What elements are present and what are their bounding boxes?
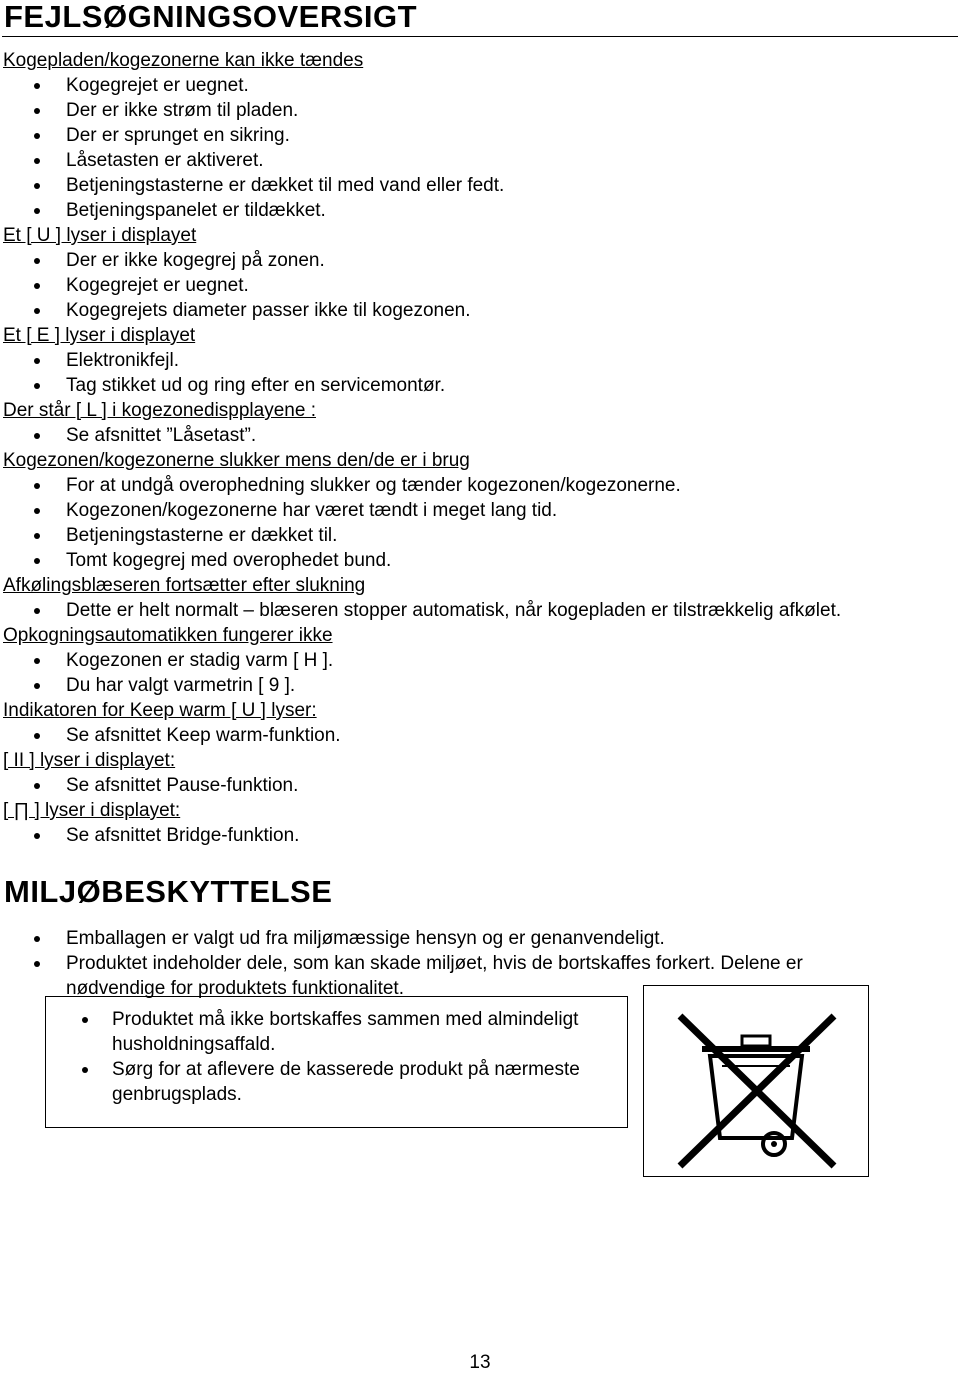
- list-item: Betjeningspanelet er tildækket.: [0, 198, 960, 223]
- list-item: Betjeningstasterne er dækket til.: [0, 523, 960, 548]
- environment-item: Emballagen er valgt ud fra miljømæssige hensyn og er genanvendeligt.: [0, 926, 896, 951]
- list-item: Kogezonen er stadig varm [ H ].: [0, 648, 960, 673]
- list-item: Kogegrejet er uegnet.: [0, 73, 960, 98]
- page-title: FEJLSØGNINGSOVERSIGT: [4, 0, 418, 34]
- section-heading: Afkølingsblæseren fortsætter efter slukning: [3, 575, 366, 596]
- section-heading: Kogepladen/kogezonerne kan ikke tændes: [3, 50, 364, 71]
- section-heading: Kogezonen/kogezonerne slukker mens den/de er i brug: [3, 450, 470, 471]
- section-heading: Et [ E ] lyser i displayet: [3, 325, 196, 346]
- list-item: Se afsnittet Keep warm-funktion.: [0, 723, 960, 748]
- section-heading: Der står [ L ] i kogezonedispplayene :: [3, 400, 316, 421]
- list-item: For at undgå overophedning slukker og tænder kogezonen/kogezonerne.: [0, 473, 960, 498]
- section-heading: Opkogningsautomatikken fungerer ikke: [3, 625, 333, 646]
- page-number: 13: [469, 1352, 491, 1373]
- list-item: Se afsnittet Bridge-funktion.: [0, 823, 960, 848]
- list-item: Betjeningstasterne er dækket til med vand eller fedt.: [0, 173, 960, 198]
- crossed-out-wheelie-bin-icon: [643, 985, 869, 1177]
- disposal-item: Produktet må ikke bortskaffes sammen med almindeligt husholdningsaffald.: [46, 1007, 582, 1057]
- list-item: Låsetasten er aktiveret.: [0, 148, 960, 173]
- list-item: Der er ikke kogegrej på zonen.: [0, 248, 960, 273]
- environment-item: Produktet indeholder dele, som kan skade miljøet, hvis de bortskaffes forkert. Delene er nødvendige for produktets funktionalitet.: [0, 951, 896, 1001]
- list-item: Tomt kogegrej med overophedet bund.: [0, 548, 960, 573]
- section-heading: [ II ] lyser i displayet:: [3, 750, 176, 771]
- list-item: Se afsnittet Pause-funktion.: [0, 773, 960, 798]
- list-item: Kogezonen/kogezonerne har været tændt i meget lang tid.: [0, 498, 960, 523]
- section-heading: Et [ U ] lyser i displayet: [3, 225, 197, 246]
- environment-title: MILJØBESKYTTELSE: [4, 874, 333, 909]
- disposal-item: Sørg for at aflevere de kasserede produkt på nærmeste genbrugsplads.: [46, 1057, 582, 1107]
- list-item: Der er ikke strøm til pladen.: [0, 98, 960, 123]
- list-item: Kogegrejets diameter passer ikke til kogezonen.: [0, 298, 960, 323]
- section-heading: [ ∏ ] lyser i displayet:: [3, 800, 181, 821]
- list-item: Kogegrejet er uegnet.: [0, 273, 960, 298]
- disposal-box: [45, 996, 628, 1128]
- title-rule: [2, 36, 958, 37]
- list-item: Der er sprunget en sikring.: [0, 123, 960, 148]
- list-item: Se afsnittet ”Låsetast”.: [0, 423, 960, 448]
- list-item: Tag stikket ud og ring efter en servicemontør.: [0, 373, 960, 398]
- section-heading: Indikatoren for Keep warm [ U ] lyser:: [3, 700, 317, 721]
- list-item: Du har valgt varmetrin [ 9 ].: [0, 673, 960, 698]
- list-item: Dette er helt normalt – blæseren stopper automatisk, når kogepladen er tilstrækkelig afkølet.: [0, 598, 960, 623]
- troubleshooting-list: [0, 48, 960, 848]
- list-item: Elektronikfejl.: [0, 348, 960, 373]
